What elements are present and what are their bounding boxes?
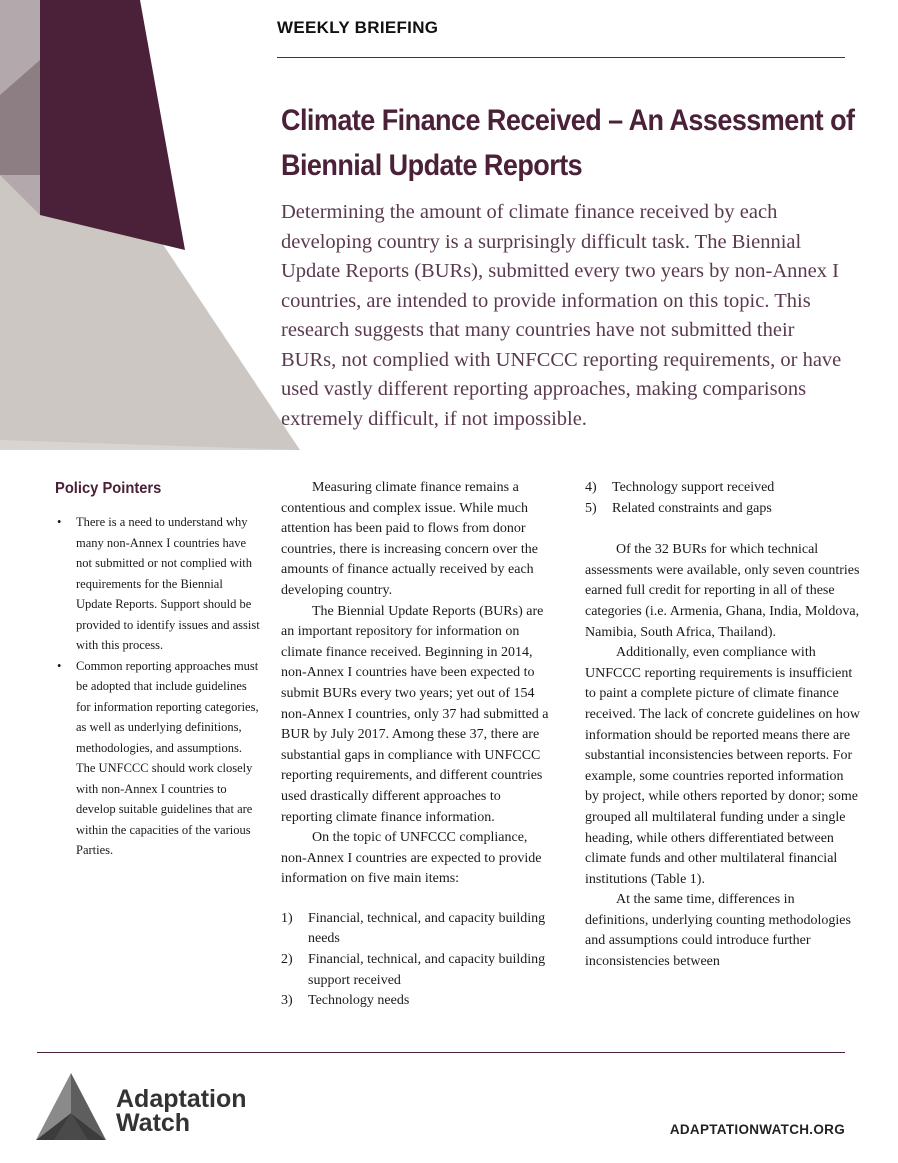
footer-website-link[interactable]: ADAPTATIONWATCH.ORG (669, 1122, 845, 1137)
list-item-text: Financial, technical, and capacity building needs (308, 910, 546, 947)
logo-wordmark-line: Adaptation (116, 1085, 247, 1113)
body-column-middle (281, 478, 551, 1012)
logo-wordmark-line: Watch (116, 1109, 191, 1137)
list-item-text: Technology support received (612, 480, 775, 495)
reporting-items-list-continued (585, 478, 860, 519)
list-item-number: 5) (585, 500, 597, 516)
policy-pointer-item: • Common reporting approaches must be adopted that include guidelines for information reporting categories, as well as underlying definitions, methodologies, and assumptions. The UNFCCC should work closely with non-Annex I countries to develop suitable guidelines that are within the capacities of the various Parties. (55, 656, 260, 861)
list-item-number: 1) (281, 910, 293, 926)
footer-divider (37, 1052, 845, 1053)
lede-paragraph: Determining the amount of climate finance received by each developing country is a surprisingly difficult task. The Biennial Update Reports (BURs), submitted every two years by non-Annex I countries, are intended to provide information on this topic. This research suggests that many countries have not submitted their BURs, not complied with UNFCCC reporting requirements, or have used vastly different reporting approaches, making comparisons extremely difficult, if not impossible. (281, 201, 842, 430)
policy-pointers-list (55, 512, 260, 861)
body-column-right (585, 478, 860, 973)
list-item (281, 991, 551, 1012)
adaptation-watch-logo-icon (36, 1073, 106, 1140)
body-paragraph: At the same time, differences in definitions, underlying counting methodologies and assumptions could introduce further inconsistencies between (585, 892, 851, 970)
page-title: Climate Finance Received – An Assessment of Biennial Update Reports (281, 104, 855, 182)
list-item-text: Related constraints and gaps (612, 500, 772, 516)
header-divider (277, 57, 845, 58)
list-item (585, 499, 860, 520)
list-item (281, 950, 551, 991)
policy-pointers-heading: Policy Pointers (55, 480, 162, 497)
body-paragraph: Of the 32 BURs for which technical assessments were available, only seven countries earned full credit for reporting in all of these categories (i.e. Armenia, Ghana, India, Moldova, Namibia, South Africa, Thailand). (585, 542, 860, 640)
decorative-corner-shapes (0, 0, 300, 450)
list-item-number: 2) (281, 952, 293, 968)
reporting-items-list (281, 909, 551, 1012)
list-item (585, 478, 860, 499)
list-item-text: Technology needs (308, 993, 410, 1009)
logo-wordmark (116, 1087, 247, 1135)
policy-pointer-item: • There is a need to understand why many non-Annex I countries have not submitted or not complied with requirements for the Biennial Update Reports. Support should be provided to identify issues and assist with this process. (55, 512, 260, 656)
section-label: WEEKLY BRIEFING (277, 18, 439, 37)
list-item-number: 3) (281, 993, 293, 1009)
body-paragraph: Measuring climate finance remains a contentious and complex issue. While much attention has been paid to flows from donor countries, there is increasing concern over the amounts of finance actually received by each developing country. (281, 480, 538, 598)
list-item-text: Financial, technical, and capacity building support received (308, 952, 546, 988)
body-paragraph: On the topic of UNFCCC compliance, non-Annex I countries are expected to provide information on five main items: (281, 830, 542, 887)
list-item-number: 4) (585, 480, 597, 495)
list-item (281, 909, 551, 950)
body-paragraph: The Biennial Update Reports (BURs) are an important repository for information on climate finance received. Beginning in 2014, non-Annex I countries have been expected to submit BURs every two years; yet out of 154 non-Annex I countries, only 37 had submitted a BUR by July 2017. Among these 37, there are substantial gaps in compliance with UNFCCC reporting requirements, and different countries used drastically different approaches to reporting climate finance information. (281, 603, 549, 825)
body-paragraph: Additionally, even compliance with UNFCCC reporting requirements is insufficient to paint a complete picture of climate finance received. The lack of concrete guidelines on how information should be reported means there are substantial inconsistencies between reports. For example, some countries reported information by project, while others reported by donor; some grouped all multilateral funding under a single heading, while others differentiated between climate funds and other multilateral financial institutions (Table 1). (585, 645, 860, 887)
